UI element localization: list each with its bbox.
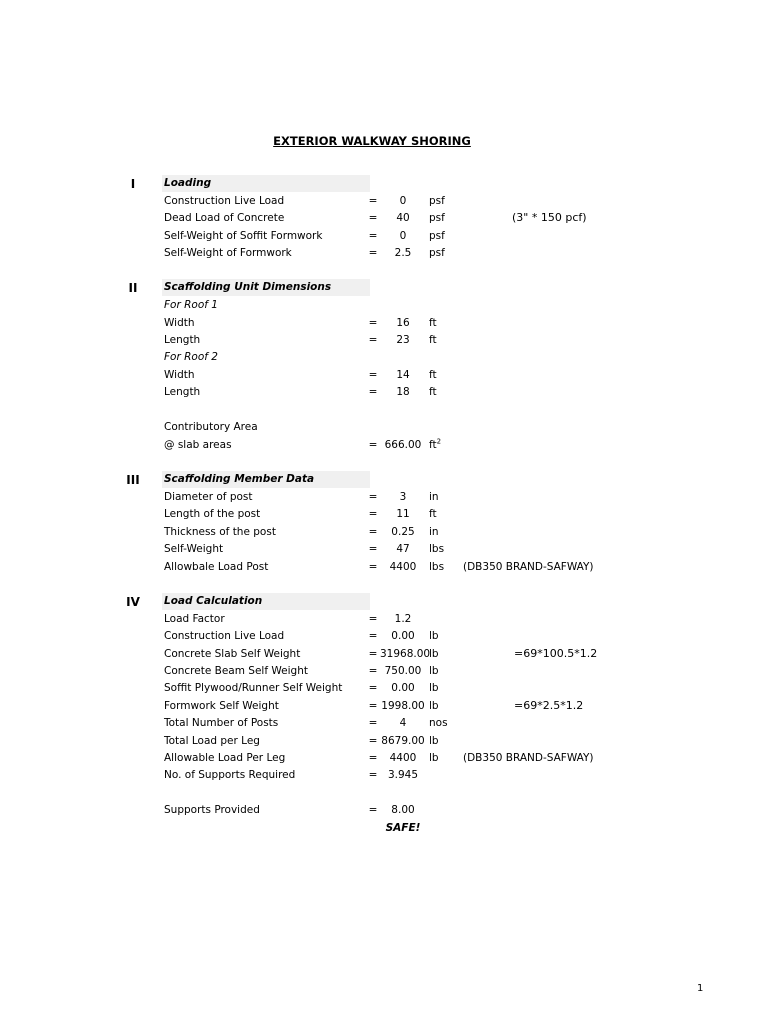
roof-2-label: For Roof 2 [164, 351, 218, 363]
unit-superscript: 2 [436, 437, 442, 446]
row-value: 18 [396, 386, 410, 398]
row-unit: psf [429, 195, 445, 207]
equals-sign: = [368, 230, 378, 242]
section-numeral-1: I [130, 177, 136, 191]
row-label: Diameter of post [164, 491, 253, 503]
section-numeral-4: IV [126, 595, 140, 609]
row-label: Formwork Self Weight [164, 700, 279, 712]
row-value: 4 [399, 717, 407, 729]
row-note: (DB350 BRAND-SAFWAY) [463, 561, 594, 573]
row-label: Construction Live Load [164, 630, 285, 642]
row-value: 666.00 [384, 439, 422, 451]
row-label: No. of Supports Required [164, 769, 296, 781]
equals-sign: = [368, 735, 378, 747]
section-numeral-3: III [126, 473, 140, 487]
row-label: Soffit Plywood/Runner Self Weight [164, 682, 343, 694]
section-heading-dimensions: Scaffolding Unit Dimensions [162, 279, 370, 296]
row-unit: nos [429, 717, 448, 729]
row-value: 2.5 [394, 247, 412, 259]
equals-sign: = [368, 334, 378, 346]
row-value: 4400 [389, 752, 417, 764]
equals-sign: = [368, 247, 378, 259]
row-note: =69*2.5*1.2 [514, 699, 584, 712]
row-label: Width [164, 317, 195, 329]
equals-sign: = [368, 508, 378, 520]
equals-sign: = [368, 700, 378, 712]
row-label: Length of the post [164, 508, 261, 520]
page-number: 1 [697, 983, 704, 994]
equals-sign: = [368, 369, 378, 381]
row-value: 8679.00 [381, 735, 425, 747]
row-label: Self-Weight of Soffit Formwork [164, 230, 323, 242]
row-unit: in [429, 526, 439, 538]
row-label: Concrete Beam Self Weight [164, 665, 308, 677]
equals-sign: = [368, 665, 378, 677]
equals-sign: = [368, 317, 378, 329]
row-unit: lb [429, 700, 439, 712]
equals-sign: = [368, 682, 378, 694]
row-unit: lb [429, 630, 439, 642]
unit-base: ft [429, 439, 437, 451]
equals-sign: = [368, 613, 378, 625]
row-unit: ft [429, 334, 437, 346]
row-label: Concrete Slab Self Weight [164, 648, 301, 660]
row-label: Width [164, 369, 195, 381]
roof-1-label: For Roof 1 [164, 299, 218, 311]
equals-sign: = [368, 769, 378, 781]
equals-sign: = [368, 630, 378, 642]
row-note: (3" * 150 pcf) [512, 211, 587, 224]
row-label: Construction Live Load [164, 195, 285, 207]
row-unit: lb [429, 648, 439, 660]
row-value: 1.2 [394, 613, 412, 625]
equals-sign: = [368, 195, 378, 207]
row-value: 40 [396, 212, 410, 224]
row-value: 0.00 [391, 630, 415, 642]
row-unit: lbs [429, 561, 445, 573]
row-unit: ft [429, 369, 437, 381]
row-label: Supports Provided [164, 804, 260, 816]
row-label: Length [164, 334, 201, 346]
section-numeral-2: II [128, 281, 138, 295]
row-label: Thickness of the post [164, 526, 276, 538]
row-value: 0 [399, 230, 407, 242]
row-note: =69*100.5*1.2 [514, 647, 598, 660]
row-unit: psf [429, 247, 445, 259]
equals-sign: = [368, 543, 378, 555]
document-title: EXTERIOR WALKWAY SHORING [273, 134, 471, 148]
row-label: Allowbale Load Post [164, 561, 269, 573]
row-label: Total Number of Posts [164, 717, 279, 729]
contributory-area-label: Contributory Area [164, 421, 258, 433]
row-unit: lb [429, 752, 439, 764]
equals-sign: = [368, 752, 378, 764]
row-unit: ft [429, 317, 437, 329]
row-unit: ft [429, 386, 437, 398]
row-unit: lb [429, 682, 439, 694]
row-unit: psf [429, 230, 445, 242]
row-label: Dead Load of Concrete [164, 212, 285, 224]
row-label: Length [164, 386, 201, 398]
section-heading-loading: Loading [162, 175, 370, 192]
section-heading-load-calculation: Load Calculation [162, 593, 370, 610]
row-value: 0.00 [391, 682, 415, 694]
row-value: 47 [396, 543, 410, 555]
row-value: 16 [396, 317, 410, 329]
equals-sign: = [368, 804, 378, 816]
row-unit: lbs [429, 543, 445, 555]
section-heading-member: Scaffolding Member Data [162, 471, 370, 488]
row-label: Self-Weight [164, 543, 224, 555]
row-value: 8.00 [391, 804, 415, 816]
equals-sign: = [368, 386, 378, 398]
row-unit: ft [429, 508, 437, 520]
equals-sign: = [368, 648, 378, 660]
row-value: 23 [396, 334, 410, 346]
row-unit: lb [429, 735, 439, 747]
row-unit [429, 438, 441, 452]
row-unit: psf [429, 212, 445, 224]
row-unit: lb [429, 665, 439, 677]
equals-sign: = [368, 561, 378, 573]
row-label: Total Load per Leg [164, 735, 260, 747]
row-note: (DB350 BRAND-SAFWAY) [463, 752, 594, 764]
equals-sign: = [368, 526, 378, 538]
row-value: 4400 [389, 561, 417, 573]
safe-verdict: SAFE! [385, 822, 421, 834]
row-value: 0.25 [391, 526, 415, 538]
row-value: 31968.00 [380, 648, 431, 660]
row-value: 3 [399, 491, 407, 503]
equals-sign: = [368, 439, 378, 451]
row-label: @ slab areas [164, 439, 232, 451]
equals-sign: = [368, 491, 378, 503]
equals-sign: = [368, 717, 378, 729]
row-value: 14 [396, 369, 410, 381]
row-value: 750.00 [384, 665, 422, 677]
row-value: 1998.00 [381, 700, 425, 712]
equals-sign: = [368, 212, 378, 224]
row-label: Allowable Load Per Leg [164, 752, 286, 764]
row-value: 11 [396, 508, 410, 520]
row-label: Self-Weight of Formwork [164, 247, 292, 259]
row-unit: in [429, 491, 439, 503]
row-value: 0 [399, 195, 407, 207]
row-label: Load Factor [164, 613, 225, 625]
row-value: 3.945 [387, 769, 419, 781]
